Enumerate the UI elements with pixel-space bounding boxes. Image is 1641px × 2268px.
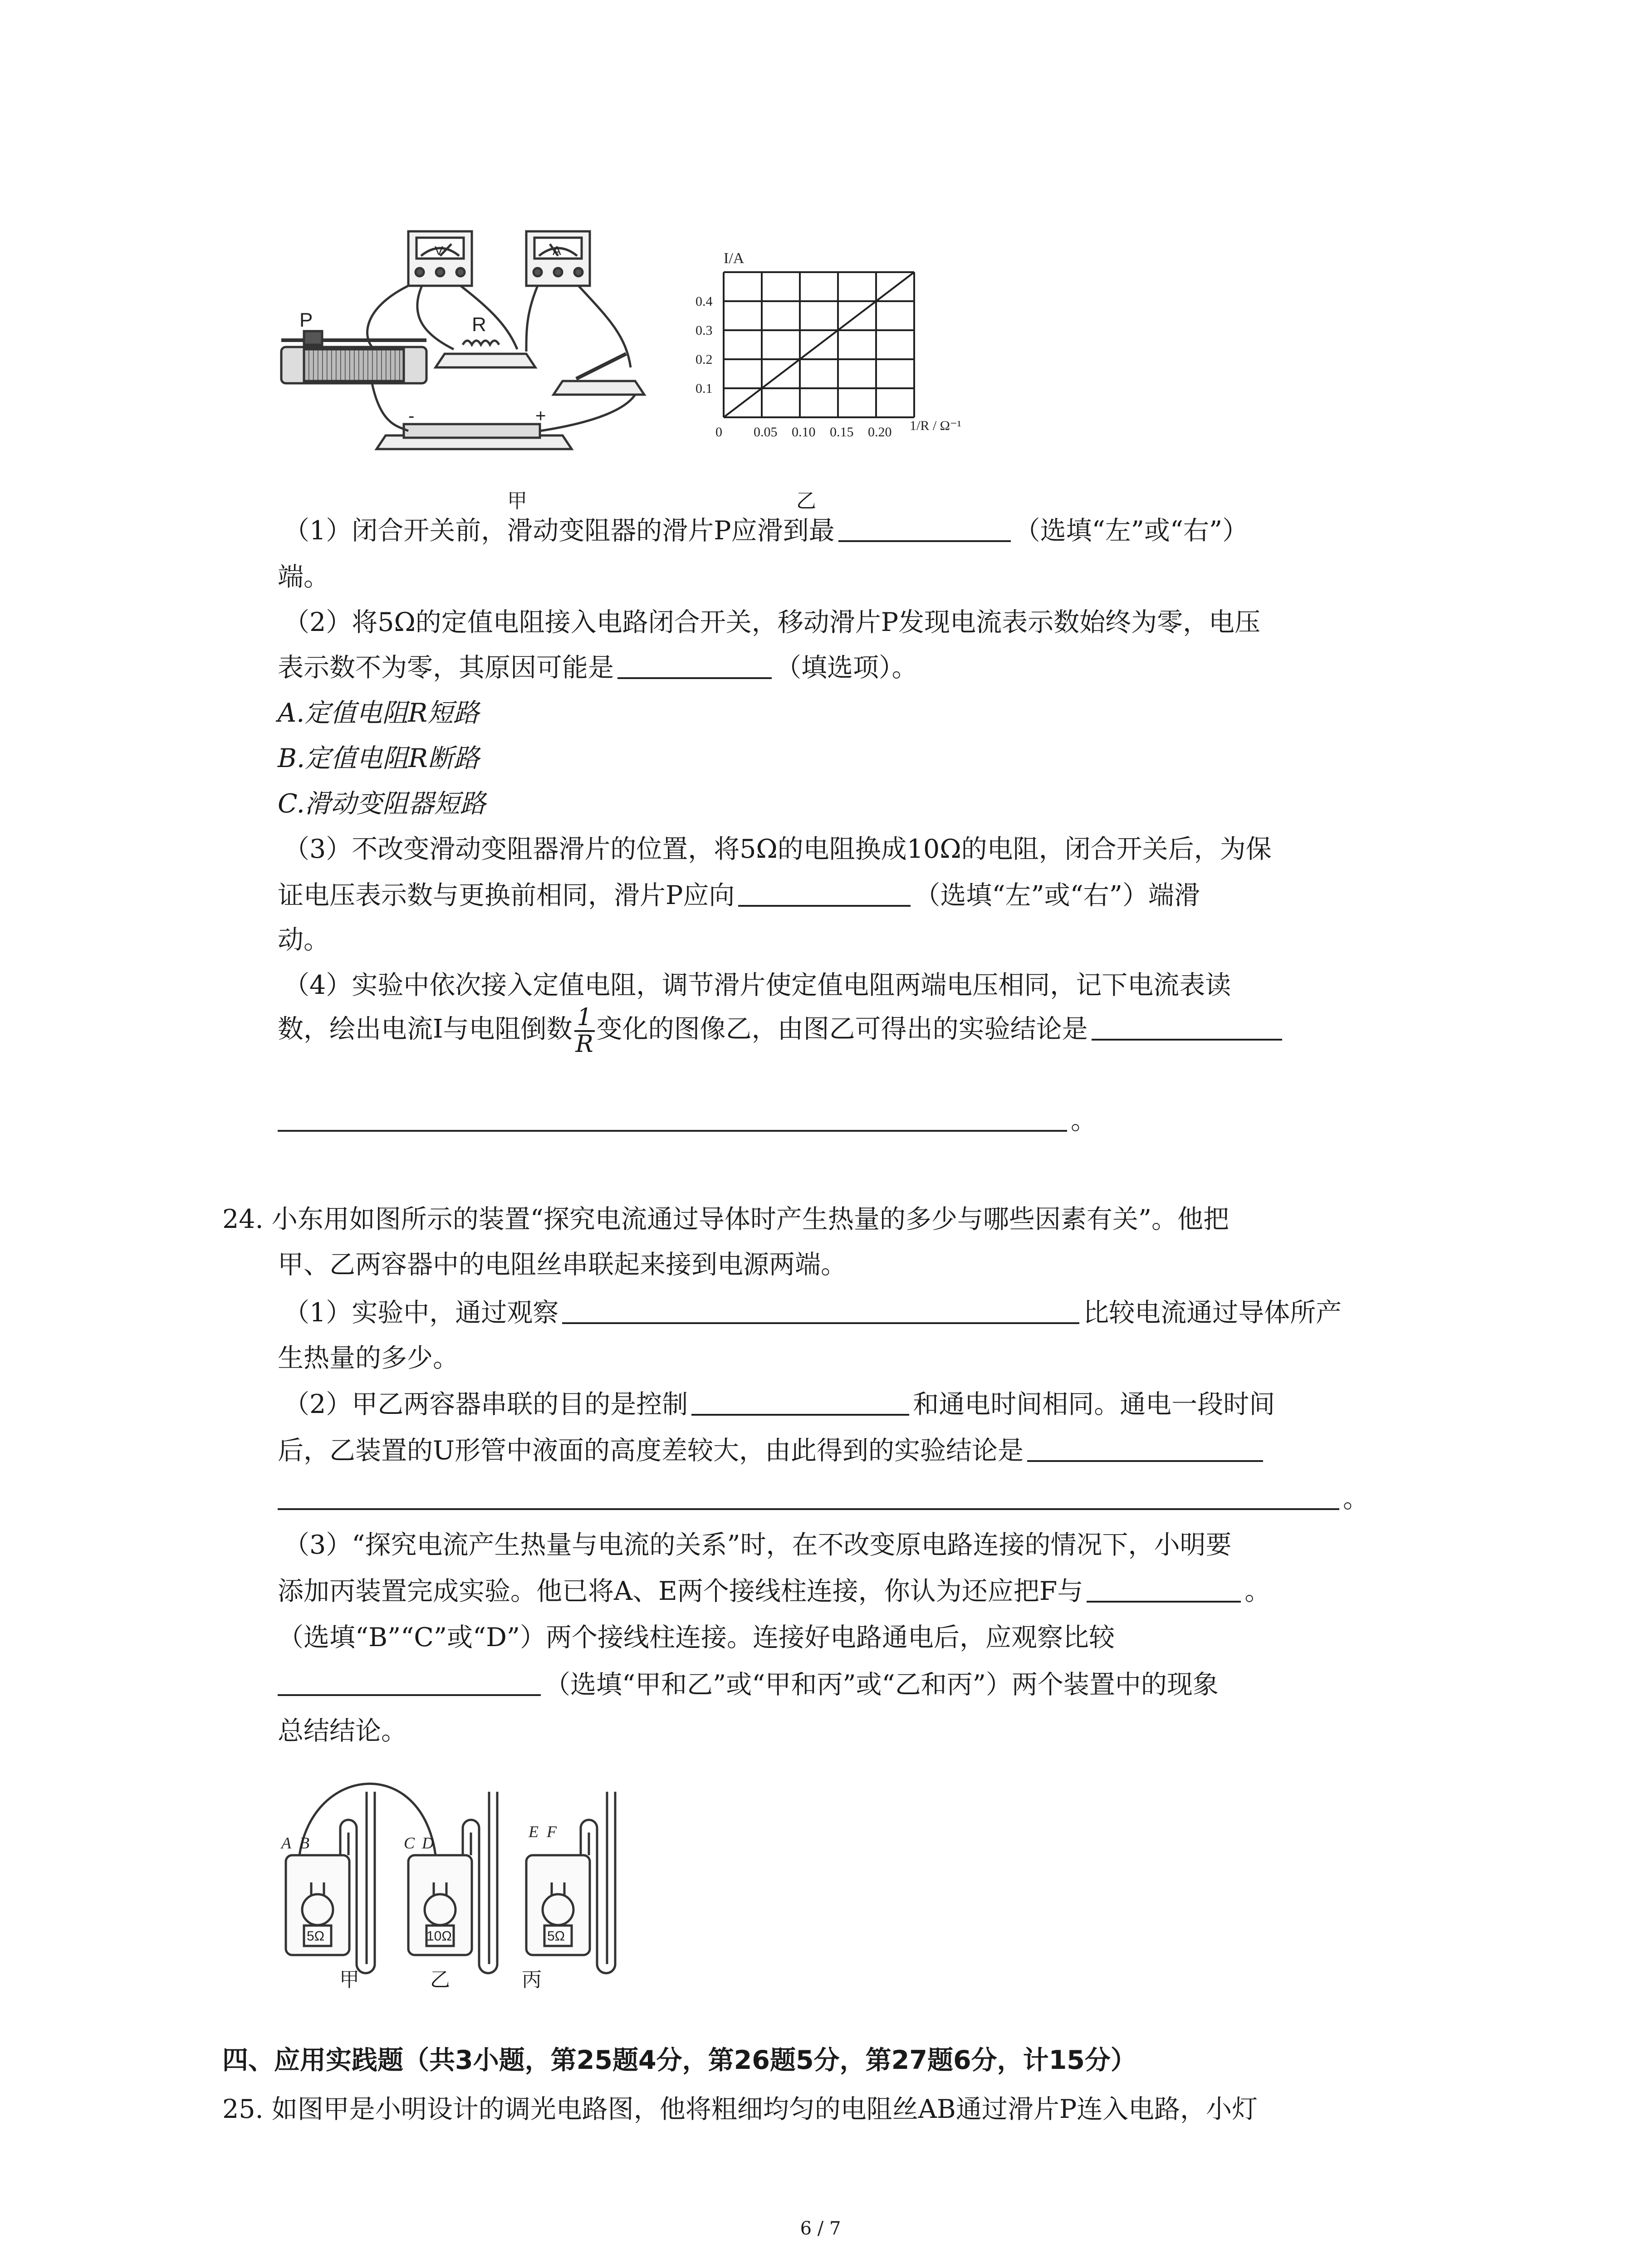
section-4-heading: 四、应用实践题（共3小题，第25题4分，第26题5分，第27题6分，计15分） bbox=[222, 2045, 1136, 2075]
voltmeter-label: V bbox=[435, 244, 443, 258]
battery-plus-label: + bbox=[535, 406, 546, 426]
q24-stem-line1: 24. 小东用如图所示的装置“探究电流通过导体时产生热量的多少与哪些因素有关”。他把 bbox=[222, 1204, 1230, 1234]
q24-part3-end: 。 bbox=[1244, 1576, 1271, 1606]
container-caption-yi: 乙 bbox=[430, 1968, 450, 1991]
container-caption-bing: 丙 bbox=[522, 1968, 542, 1991]
graph-x-axis-label: 1/R / Ω⁻¹ bbox=[910, 418, 961, 433]
terminal-a: A bbox=[281, 1834, 291, 1852]
container-caption-jia: 甲 bbox=[339, 1968, 359, 1991]
q24-part3-line3: （选填“B”“C”或“D”）两个接线柱连接。连接好电路通电后，应观察比较 bbox=[278, 1623, 1115, 1652]
q23-part2-hint: （填选项）。 bbox=[775, 653, 918, 683]
q24-part3-line5: 总结结论。 bbox=[278, 1716, 407, 1746]
q23-part2-blank[interactable] bbox=[617, 677, 772, 679]
heating-containers-diagram bbox=[272, 1765, 635, 1982]
q23-part4-blank-2[interactable] bbox=[278, 1129, 1067, 1132]
fraction-numerator: 1 bbox=[574, 1005, 595, 1032]
q24-part2-line1 bbox=[284, 1389, 1275, 1419]
fraction-denominator: R bbox=[575, 1030, 593, 1058]
reciprocal-r-fraction bbox=[574, 1005, 595, 1056]
current-vs-reciprocal-resistance-graph bbox=[681, 245, 989, 463]
q24-part2-line3 bbox=[278, 1486, 1369, 1512]
q23-part3-line1: （3）不改变滑动变阻器滑片的位置，将5Ω的电阻换成10Ω的电阻，闭合开关后，为保 bbox=[284, 834, 1272, 864]
q23-part4-end: 。 bbox=[1071, 1105, 1097, 1135]
page-number: 6 / 7 bbox=[800, 2218, 841, 2239]
q24-part3-line2 bbox=[278, 1576, 1271, 1606]
q24-part2-text-3: 后，乙装置的U形管中液面的高度差较大，由此得到的实验结论是 bbox=[278, 1436, 1024, 1466]
terminal-f: F bbox=[547, 1823, 557, 1841]
graph-y-axis-label: I/A bbox=[724, 250, 745, 267]
resistor-label-yi: 10Ω bbox=[426, 1929, 452, 1944]
q24-part1-text: （1）实验中，通过观察 bbox=[284, 1298, 559, 1328]
q24-part1-blank[interactable] bbox=[562, 1322, 1079, 1324]
graph-y-tick-label: 0.2 bbox=[696, 352, 713, 367]
q24-part2-blank-1[interactable] bbox=[691, 1413, 909, 1416]
q23-part3-line3: 动。 bbox=[278, 925, 329, 955]
graph-x-tick-label: 0 bbox=[715, 425, 722, 440]
ammeter-label: A bbox=[553, 244, 561, 258]
q23-option-b: B.定值电阻R断路 bbox=[278, 743, 480, 773]
q24-part2-text: （2）甲乙两容器串联的目的是控制 bbox=[284, 1389, 688, 1419]
q23-part2-text: 表示数不为零，其原因可能是 bbox=[278, 653, 614, 683]
q24-part2-blank-2[interactable] bbox=[1027, 1460, 1263, 1462]
terminal-b: B bbox=[299, 1834, 309, 1852]
q23-part4-text-2: 变化的图像乙，由图乙可得出的实验结论是 bbox=[596, 1014, 1088, 1044]
q23-part4-text: 数，绘出电流I与电阻倒数 bbox=[278, 1014, 573, 1044]
circuit-diagram bbox=[272, 218, 671, 472]
q23-part2-line2 bbox=[278, 655, 918, 681]
q24-part3-line4 bbox=[278, 1672, 1219, 1698]
q23-part3-hint: （选填“左”或“右”）端滑 bbox=[914, 880, 1200, 910]
q23-part4-line3 bbox=[278, 1105, 1097, 1135]
terminal-c: C bbox=[404, 1834, 415, 1852]
q23-part3-text: 证电压表示数与更换前相同，滑片P应向 bbox=[278, 880, 735, 910]
terminal-e: E bbox=[529, 1823, 539, 1841]
q23-part4-line2 bbox=[278, 1005, 1286, 1056]
q24-part3-text: 添加丙装置完成实验。他已将A、E两个接线柱连接，你认为还应把F与 bbox=[278, 1576, 1083, 1606]
q23-part3-blank[interactable] bbox=[738, 904, 911, 907]
q23-part4-blank-1[interactable] bbox=[1092, 1038, 1282, 1041]
q23-part1-line1 bbox=[284, 518, 1248, 544]
q24-part3-blank-1[interactable] bbox=[1087, 1600, 1241, 1603]
q23-part1-blank[interactable] bbox=[838, 540, 1011, 542]
q24-part2-line2 bbox=[278, 1438, 1267, 1464]
q24-part3-blank-2[interactable] bbox=[278, 1694, 541, 1696]
figure-caption-yi: 乙 bbox=[796, 489, 816, 513]
resistor-label-jia: 5Ω bbox=[307, 1929, 325, 1944]
resistor-label-r: R bbox=[472, 313, 486, 336]
graph-y-tick-label: 0.4 bbox=[696, 294, 713, 309]
q23-part4-line1: （4）实验中依次接入定值电阻，调节滑片使定值电阻两端电压相同，记下电流表读 bbox=[284, 970, 1231, 1000]
graph-x-tick-label: 0.10 bbox=[792, 425, 816, 440]
graph-x-tick-label: 0.05 bbox=[754, 425, 778, 440]
q23-part1-text: （1）闭合开关前，滑动变阻器的滑片P应滑到最 bbox=[284, 516, 835, 546]
q24-part1-line2: 生热量的多少。 bbox=[278, 1343, 459, 1373]
q24-stem-line2: 甲、乙两容器中的电阻丝串联起来接到电源两端。 bbox=[278, 1250, 847, 1280]
figure-caption-jia: 甲 bbox=[507, 489, 527, 513]
graph-x-tick-label: 0.20 bbox=[868, 425, 892, 440]
q24-part1-line1 bbox=[284, 1300, 1342, 1326]
graph-y-tick-label: 0.3 bbox=[696, 323, 713, 338]
graph-series-line bbox=[724, 272, 914, 417]
q23-part3-line2 bbox=[278, 880, 1200, 910]
q25-stem-line1: 25. 如图甲是小明设计的调光电路图，他将粗细均匀的电阻丝AB通过滑片P连入电路，小灯 bbox=[222, 2094, 1258, 2124]
q24-part1-text-2: 比较电流通过导体所产 bbox=[1083, 1298, 1342, 1328]
q23-option-c: C.滑动变阻器短路 bbox=[278, 789, 486, 819]
resistor-label-bing: 5Ω bbox=[547, 1929, 565, 1944]
q23-part2-line1: （2）将5Ω的定值电阻接入电路闭合开关，移动滑片P发现电流表示数始终为零，电压 bbox=[284, 607, 1261, 637]
q24-part2-blank-3[interactable] bbox=[278, 1508, 1339, 1510]
q24-part3-text-2: （选填“甲和乙”或“甲和丙”或“乙和丙”）两个装置中的现象 bbox=[544, 1670, 1219, 1700]
q23-option-a: A.定值电阻R短路 bbox=[278, 698, 480, 728]
q24-part3-line1: （3）“探究电流产生热量与电流的关系”时，在不改变原电路连接的情况下，小明要 bbox=[284, 1530, 1232, 1560]
rheostat-label-p: P bbox=[299, 309, 313, 331]
q24-part2-end: 。 bbox=[1343, 1484, 1369, 1514]
battery-minus-label: - bbox=[408, 406, 415, 426]
graph-x-tick-label: 0.15 bbox=[830, 425, 854, 440]
graph-y-tick-label: 0.1 bbox=[696, 381, 713, 396]
q23-part1-line2: 端。 bbox=[278, 562, 329, 592]
q23-part1-hint: （选填“左”或“右”） bbox=[1014, 516, 1249, 546]
q24-part2-text-2: 和通电时间相同。通电一段时间 bbox=[913, 1389, 1275, 1419]
terminal-d: D bbox=[422, 1834, 434, 1852]
